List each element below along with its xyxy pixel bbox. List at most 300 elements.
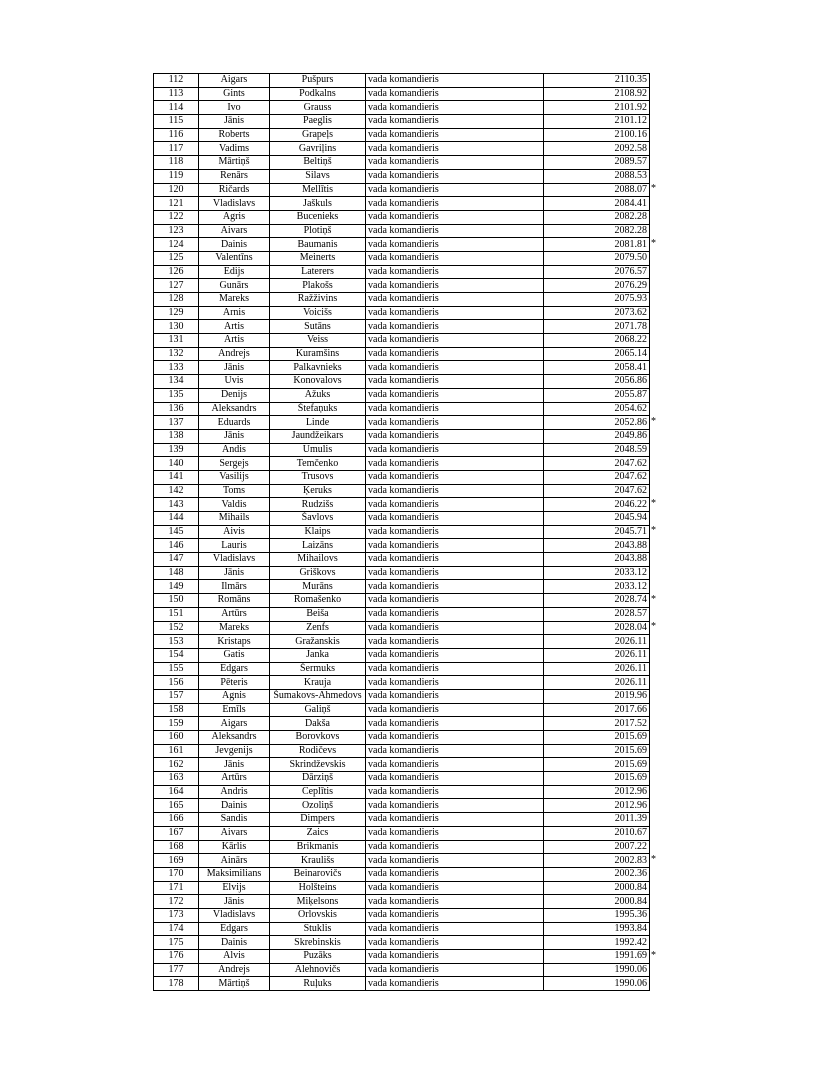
position-cell: vada komandieris	[366, 293, 544, 307]
last-name-cell: Stuklis	[270, 922, 366, 936]
last-name-cell: Mellītis	[270, 183, 366, 197]
last-name-cell: Orlovskis	[270, 908, 366, 922]
first-name-cell: Andis	[199, 443, 270, 457]
score-cell: 2073.62	[544, 306, 650, 320]
row-number-cell: 118	[154, 156, 199, 170]
score-cell: 2054.62	[544, 402, 650, 416]
position-cell: vada komandieris	[366, 566, 544, 580]
first-name-cell: Artis	[199, 320, 270, 334]
position-cell: vada komandieris	[366, 512, 544, 526]
row-number-cell: 156	[154, 676, 199, 690]
last-name-cell: Jaškuls	[270, 197, 366, 211]
first-name-cell: Agnis	[199, 689, 270, 703]
row-number-cell: 142	[154, 484, 199, 498]
row-number-cell: 127	[154, 279, 199, 293]
first-name-cell: Valentīns	[199, 251, 270, 265]
score-cell: 1991.69	[544, 950, 650, 964]
score-cell: 2002.36	[544, 867, 650, 881]
row-number-cell: 178	[154, 977, 199, 991]
row-number-cell: 151	[154, 607, 199, 621]
position-cell: vada komandieris	[366, 210, 544, 224]
last-name-cell: Veiss	[270, 334, 366, 348]
row-number-cell: 164	[154, 785, 199, 799]
table-row	[154, 922, 650, 936]
asterisk-mark: *	[651, 949, 656, 961]
score-cell: 2028.57	[544, 607, 650, 621]
score-cell: 2089.57	[544, 156, 650, 170]
position-cell: vada komandieris	[366, 525, 544, 539]
first-name-cell: Uvis	[199, 375, 270, 389]
first-name-cell: Jānis	[199, 895, 270, 909]
score-cell: 2088.07	[544, 183, 650, 197]
first-name-cell: Andrejs	[199, 347, 270, 361]
row-number-cell: 134	[154, 375, 199, 389]
last-name-cell: Holšteins	[270, 881, 366, 895]
last-name-cell: Umulis	[270, 443, 366, 457]
table-row	[154, 566, 650, 580]
position-cell: vada komandieris	[366, 279, 544, 293]
row-number-cell: 125	[154, 251, 199, 265]
table-row	[154, 74, 650, 88]
first-name-cell: Mihails	[199, 512, 270, 526]
first-name-cell: Emīls	[199, 703, 270, 717]
position-cell: vada komandieris	[366, 238, 544, 252]
asterisk-mark: *	[651, 415, 656, 427]
row-number-cell: 136	[154, 402, 199, 416]
row-number-cell: 122	[154, 210, 199, 224]
position-cell: vada komandieris	[366, 950, 544, 964]
table-row	[154, 265, 650, 279]
row-number-cell: 130	[154, 320, 199, 334]
table-row	[154, 320, 650, 334]
row-number-cell: 135	[154, 388, 199, 402]
row-number-cell: 141	[154, 470, 199, 484]
position-cell: vada komandieris	[366, 826, 544, 840]
row-number-cell: 152	[154, 621, 199, 635]
position-cell: vada komandieris	[366, 621, 544, 635]
row-number-cell: 137	[154, 416, 199, 430]
row-number-cell: 117	[154, 142, 199, 156]
table-row	[154, 607, 650, 621]
row-number-cell: 120	[154, 183, 199, 197]
first-name-cell: Roberts	[199, 128, 270, 142]
last-name-cell: Gražanskis	[270, 635, 366, 649]
table-row	[154, 429, 650, 443]
first-name-cell: Aigars	[199, 717, 270, 731]
first-name-cell: Aleksandrs	[199, 402, 270, 416]
table-row	[154, 772, 650, 786]
first-name-cell: Jānis	[199, 566, 270, 580]
last-name-cell: Podkalns	[270, 87, 366, 101]
first-name-cell: Dainis	[199, 799, 270, 813]
position-cell: vada komandieris	[366, 320, 544, 334]
first-name-cell: Edijs	[199, 265, 270, 279]
position-cell: vada komandieris	[366, 676, 544, 690]
score-cell: 2000.84	[544, 895, 650, 909]
score-cell: 1993.84	[544, 922, 650, 936]
table-row	[154, 251, 650, 265]
last-name-cell: Brikmanis	[270, 840, 366, 854]
score-cell: 2017.52	[544, 717, 650, 731]
table-row	[154, 826, 650, 840]
score-cell: 2007.22	[544, 840, 650, 854]
table-row	[154, 416, 650, 430]
score-cell: 2028.04	[544, 621, 650, 635]
position-cell: vada komandieris	[366, 895, 544, 909]
last-name-cell: Gavriļins	[270, 142, 366, 156]
score-cell: 2052.86	[544, 416, 650, 430]
last-name-cell: Skrindževskis	[270, 758, 366, 772]
last-name-cell: Griškovs	[270, 566, 366, 580]
first-name-cell: Jevgenijs	[199, 744, 270, 758]
position-cell: vada komandieris	[366, 908, 544, 922]
table-row	[154, 512, 650, 526]
table-row	[154, 621, 650, 635]
row-number-cell: 139	[154, 443, 199, 457]
table-row	[154, 881, 650, 895]
first-name-cell: Aleksandrs	[199, 731, 270, 745]
first-name-cell: Vadims	[199, 142, 270, 156]
last-name-cell: Beiša	[270, 607, 366, 621]
score-cell: 2056.86	[544, 375, 650, 389]
table-row	[154, 799, 650, 813]
score-cell: 2075.93	[544, 293, 650, 307]
score-cell: 2019.96	[544, 689, 650, 703]
position-cell: vada komandieris	[366, 347, 544, 361]
asterisk-mark: *	[651, 853, 656, 865]
last-name-cell: Klaips	[270, 525, 366, 539]
table-row	[154, 867, 650, 881]
last-name-cell: Ceplītis	[270, 785, 366, 799]
table-row	[154, 977, 650, 991]
score-cell: 2108.92	[544, 87, 650, 101]
position-cell: vada komandieris	[366, 635, 544, 649]
first-name-cell: Jānis	[199, 758, 270, 772]
position-cell: vada komandieris	[366, 457, 544, 471]
first-name-cell: Andris	[199, 785, 270, 799]
position-cell: vada komandieris	[366, 142, 544, 156]
first-name-cell: Edgars	[199, 922, 270, 936]
first-name-cell: Mareks	[199, 293, 270, 307]
score-cell: 2045.71	[544, 525, 650, 539]
first-name-cell: Jānis	[199, 361, 270, 375]
position-cell: vada komandieris	[366, 470, 544, 484]
row-number-cell: 119	[154, 169, 199, 183]
position-cell: vada komandieris	[366, 539, 544, 553]
score-cell: 2015.69	[544, 772, 650, 786]
score-cell: 2088.53	[544, 169, 650, 183]
position-cell: vada komandieris	[366, 334, 544, 348]
first-name-cell: Sandis	[199, 813, 270, 827]
first-name-cell: Denijs	[199, 388, 270, 402]
position-cell: vada komandieris	[366, 361, 544, 375]
last-name-cell: Laizāns	[270, 539, 366, 553]
row-number-cell: 161	[154, 744, 199, 758]
row-number-cell: 131	[154, 334, 199, 348]
table-row	[154, 498, 650, 512]
row-number-cell: 112	[154, 74, 199, 88]
first-name-cell: Jānis	[199, 115, 270, 129]
row-number-cell: 121	[154, 197, 199, 211]
position-cell: vada komandieris	[366, 867, 544, 881]
first-name-cell: Dainis	[199, 238, 270, 252]
score-cell: 1990.06	[544, 963, 650, 977]
first-name-cell: Mārtiņš	[199, 156, 270, 170]
score-cell: 2026.11	[544, 676, 650, 690]
first-name-cell: Valdis	[199, 498, 270, 512]
score-cell: 2043.88	[544, 553, 650, 567]
row-number-cell: 173	[154, 908, 199, 922]
row-number-cell: 157	[154, 689, 199, 703]
score-cell: 2110.35	[544, 74, 650, 88]
last-name-cell: Kraulišs	[270, 854, 366, 868]
row-number-cell: 133	[154, 361, 199, 375]
score-cell: 1995.36	[544, 908, 650, 922]
score-cell: 1992.42	[544, 936, 650, 950]
last-name-cell: Linde	[270, 416, 366, 430]
table-row	[154, 470, 650, 484]
row-number-cell: 172	[154, 895, 199, 909]
score-cell: 2045.94	[544, 512, 650, 526]
first-name-cell: Artūrs	[199, 607, 270, 621]
score-cell: 2026.11	[544, 648, 650, 662]
table-row	[154, 169, 650, 183]
asterisk-mark: *	[651, 183, 656, 194]
position-cell: vada komandieris	[366, 854, 544, 868]
roster-table	[153, 73, 650, 991]
last-name-cell: Borovkovs	[270, 731, 366, 745]
first-name-cell: Vladislavs	[199, 908, 270, 922]
last-name-cell: Janka	[270, 648, 366, 662]
score-cell: 2079.50	[544, 251, 650, 265]
table-row	[154, 375, 650, 389]
table-row	[154, 539, 650, 553]
score-cell: 2065.14	[544, 347, 650, 361]
first-name-cell: Kārlis	[199, 840, 270, 854]
last-name-cell: Bucenieks	[270, 210, 366, 224]
table-row	[154, 156, 650, 170]
table-row	[154, 662, 650, 676]
score-cell: 2012.96	[544, 785, 650, 799]
row-number-cell: 171	[154, 881, 199, 895]
position-cell: vada komandieris	[366, 731, 544, 745]
last-name-cell: Šermuks	[270, 662, 366, 676]
position-cell: vada komandieris	[366, 224, 544, 238]
position-cell: vada komandieris	[366, 443, 544, 457]
table-row	[154, 895, 650, 909]
last-name-cell: Grauss	[270, 101, 366, 115]
row-number-cell: 116	[154, 128, 199, 142]
position-cell: vada komandieris	[366, 881, 544, 895]
score-cell: 2012.96	[544, 799, 650, 813]
last-name-cell: Grapeļs	[270, 128, 366, 142]
table-row	[154, 197, 650, 211]
score-cell: 2002.83	[544, 854, 650, 868]
score-cell: 2100.16	[544, 128, 650, 142]
position-cell: vada komandieris	[366, 375, 544, 389]
last-name-cell: Puzāks	[270, 950, 366, 964]
table-row	[154, 443, 650, 457]
table-row	[154, 525, 650, 539]
first-name-cell: Renārs	[199, 169, 270, 183]
first-name-cell: Jānis	[199, 429, 270, 443]
score-cell: 2047.62	[544, 457, 650, 471]
score-cell: 2000.84	[544, 881, 650, 895]
row-number-cell: 159	[154, 717, 199, 731]
row-number-cell: 147	[154, 553, 199, 567]
last-name-cell: Konovalovs	[270, 375, 366, 389]
first-name-cell: Lauris	[199, 539, 270, 553]
position-cell: vada komandieris	[366, 553, 544, 567]
position-cell: vada komandieris	[366, 183, 544, 197]
first-name-cell: Aigars	[199, 74, 270, 88]
row-number-cell: 162	[154, 758, 199, 772]
row-number-cell: 132	[154, 347, 199, 361]
position-cell: vada komandieris	[366, 580, 544, 594]
score-cell: 2058.41	[544, 361, 650, 375]
last-name-cell: Beltiņš	[270, 156, 366, 170]
last-name-cell: Rudzišs	[270, 498, 366, 512]
row-number-cell: 123	[154, 224, 199, 238]
score-cell: 2048.59	[544, 443, 650, 457]
score-cell: 2010.67	[544, 826, 650, 840]
last-name-cell: Ruļuks	[270, 977, 366, 991]
table-row	[154, 854, 650, 868]
row-number-cell: 149	[154, 580, 199, 594]
last-name-cell: Zaics	[270, 826, 366, 840]
table-row	[154, 101, 650, 115]
first-name-cell: Andrejs	[199, 963, 270, 977]
row-number-cell: 169	[154, 854, 199, 868]
last-name-cell: Paeglis	[270, 115, 366, 129]
first-name-cell: Vladislavs	[199, 197, 270, 211]
table-row	[154, 785, 650, 799]
row-number-cell: 163	[154, 772, 199, 786]
position-cell: vada komandieris	[366, 265, 544, 279]
asterisk-mark: *	[651, 497, 656, 509]
last-name-cell: Ķeruks	[270, 484, 366, 498]
score-cell: 2011.39	[544, 813, 650, 827]
last-name-cell: Dimpers	[270, 813, 366, 827]
row-number-cell: 166	[154, 813, 199, 827]
position-cell: vada komandieris	[366, 594, 544, 608]
last-name-cell: Murāns	[270, 580, 366, 594]
first-name-cell: Gints	[199, 87, 270, 101]
table-row	[154, 142, 650, 156]
row-number-cell: 143	[154, 498, 199, 512]
last-name-cell: Palkavnieks	[270, 361, 366, 375]
position-cell: vada komandieris	[366, 799, 544, 813]
table-row	[154, 963, 650, 977]
table-row	[154, 689, 650, 703]
position-cell: vada komandieris	[366, 662, 544, 676]
row-number-cell: 154	[154, 648, 199, 662]
last-name-cell: Ozoliņš	[270, 799, 366, 813]
table-row	[154, 128, 650, 142]
first-name-cell: Gatis	[199, 648, 270, 662]
table-row	[154, 87, 650, 101]
score-cell: 2049.86	[544, 429, 650, 443]
table-row	[154, 744, 650, 758]
score-cell: 2084.41	[544, 197, 650, 211]
table-row	[154, 908, 650, 922]
score-cell: 2082.28	[544, 224, 650, 238]
row-number-cell: 138	[154, 429, 199, 443]
score-cell: 2076.29	[544, 279, 650, 293]
table-row	[154, 347, 650, 361]
position-cell: vada komandieris	[366, 785, 544, 799]
row-number-cell: 176	[154, 950, 199, 964]
position-cell: vada komandieris	[366, 101, 544, 115]
first-name-cell: Alvis	[199, 950, 270, 964]
row-number-cell: 114	[154, 101, 199, 115]
first-name-cell: Toms	[199, 484, 270, 498]
table-row	[154, 676, 650, 690]
score-cell: 2068.22	[544, 334, 650, 348]
first-name-cell: Aivars	[199, 826, 270, 840]
last-name-cell: Laterers	[270, 265, 366, 279]
last-name-cell: Rodičevs	[270, 744, 366, 758]
position-cell: vada komandieris	[366, 388, 544, 402]
first-name-cell: Gunārs	[199, 279, 270, 293]
score-cell: 2033.12	[544, 580, 650, 594]
last-name-cell: Šumakovs-Ahmedovs	[270, 689, 366, 703]
score-cell: 2015.69	[544, 731, 650, 745]
table-row	[154, 703, 650, 717]
position-cell: vada komandieris	[366, 87, 544, 101]
last-name-cell: Romašenko	[270, 594, 366, 608]
position-cell: vada komandieris	[366, 128, 544, 142]
last-name-cell: Plakošs	[270, 279, 366, 293]
score-cell: 2015.69	[544, 744, 650, 758]
position-cell: vada komandieris	[366, 840, 544, 854]
table-row	[154, 334, 650, 348]
last-name-cell: Dārziņš	[270, 772, 366, 786]
score-cell: 2017.66	[544, 703, 650, 717]
last-name-cell: Jaundžeikars	[270, 429, 366, 443]
last-name-cell: Krauja	[270, 676, 366, 690]
position-cell: vada komandieris	[366, 607, 544, 621]
table-row	[154, 183, 650, 197]
table-row	[154, 840, 650, 854]
first-name-cell: Ainārs	[199, 854, 270, 868]
last-name-cell: Meinerts	[270, 251, 366, 265]
row-number-cell: 170	[154, 867, 199, 881]
score-cell: 2015.69	[544, 758, 650, 772]
score-cell: 2033.12	[544, 566, 650, 580]
row-number-cell: 150	[154, 594, 199, 608]
position-cell: vada komandieris	[366, 648, 544, 662]
last-name-cell: Dakša	[270, 717, 366, 731]
position-cell: vada komandieris	[366, 813, 544, 827]
position-cell: vada komandieris	[366, 922, 544, 936]
asterisk-mark: *	[651, 237, 656, 249]
position-cell: vada komandieris	[366, 744, 544, 758]
row-number-cell: 165	[154, 799, 199, 813]
table-row	[154, 306, 650, 320]
score-cell: 2076.57	[544, 265, 650, 279]
last-name-cell: Sutāns	[270, 320, 366, 334]
first-name-cell: Ivo	[199, 101, 270, 115]
first-name-cell: Mareks	[199, 621, 270, 635]
table-row	[154, 293, 650, 307]
position-cell: vada komandieris	[366, 74, 544, 88]
position-cell: vada komandieris	[366, 115, 544, 129]
score-cell: 1990.06	[544, 977, 650, 991]
row-number-cell: 168	[154, 840, 199, 854]
first-name-cell: Pēteris	[199, 676, 270, 690]
table-row	[154, 238, 650, 252]
